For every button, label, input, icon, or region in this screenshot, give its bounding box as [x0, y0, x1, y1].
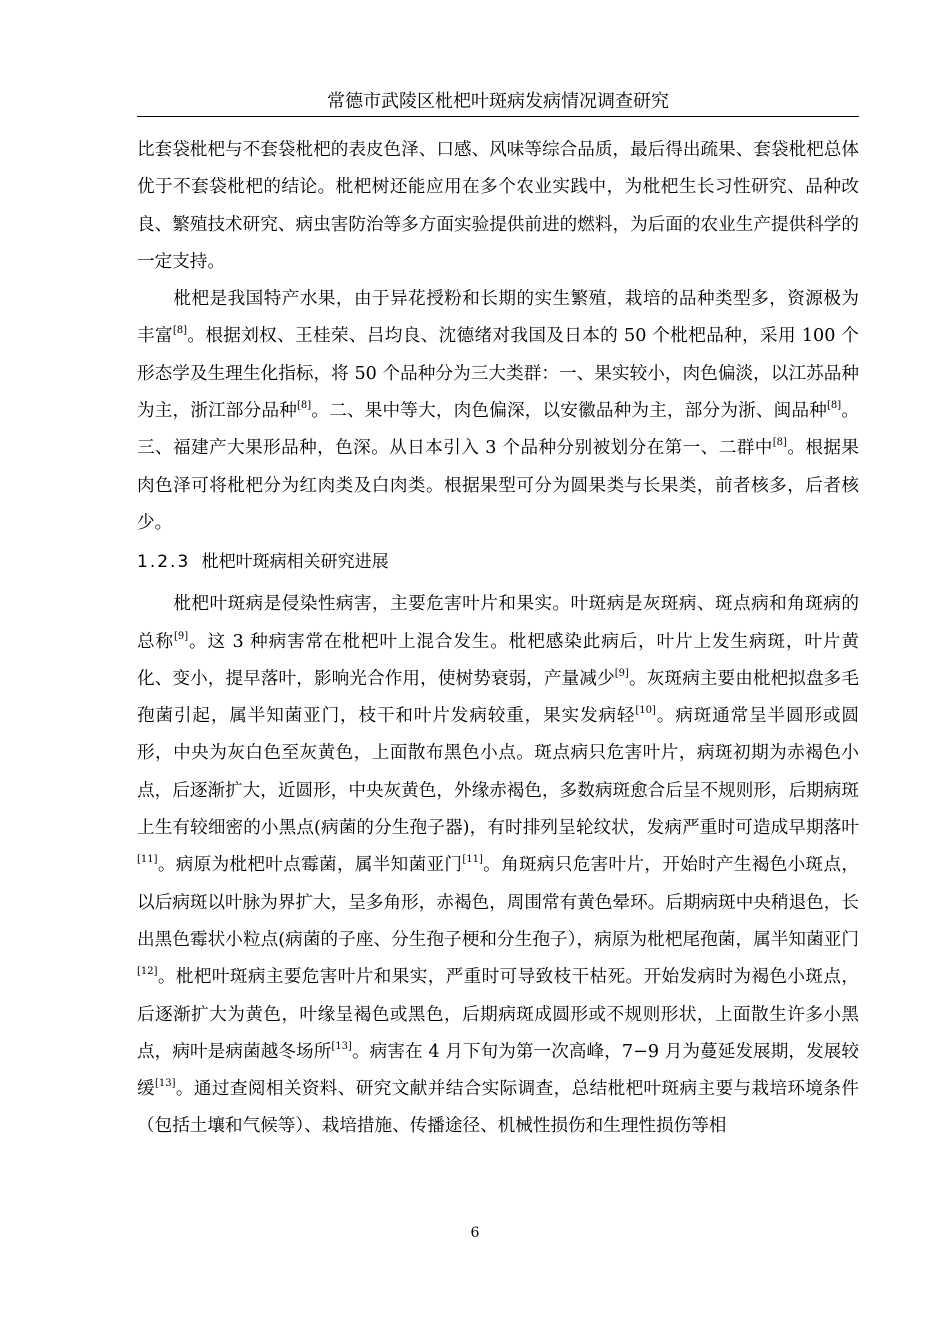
section-title: 枇杷叶斑病相关研究进展 [201, 552, 389, 573]
text-run: 枇杷叶斑病是侵染性病害，主要危害叶片和果实。叶斑病是灰斑病、斑点病和角斑病的总称 [137, 594, 859, 652]
section-number: 1.2.3 [137, 552, 191, 573]
citation-ref: [10] [635, 705, 656, 717]
paragraph [137, 586, 859, 1145]
citation-ref: [8] [827, 400, 842, 412]
citation-ref: [13] [331, 1040, 352, 1052]
paragraph [137, 281, 859, 542]
running-header [137, 88, 859, 117]
text-run: 。灰斑病主要由枇杷拟盘多毛孢菌引起，属半知菌亚门，枝干和叶片发病较重，果实发病轻 [137, 668, 859, 727]
page-number: 6 [470, 1225, 480, 1241]
header-title: 常德市武陵区枇杷叶斑病发病情况调查研究 [327, 91, 669, 112]
text-run: 。病原为枇杷叶点霉菌，属半知菌亚门 [157, 855, 463, 876]
text-run: 。根据果肉色泽可将枇杷分为红肉类及白肉类。根据果型可分为圆果类与长果类，前者核多，后者核少。 [137, 438, 859, 533]
citation-ref: [12] [137, 966, 158, 978]
text-run: 比套袋枇杷与不套袋枇杷的表皮色泽、口感、风味等综合品质，最后得出疏果、套袋枇杷总体优于不套袋枇杷的结论。枇杷树还能应用在多个农业实践中，为枇杷生长习性研究、品种改良、繁殖技术研究、病虫害防治等多方面实验提供前进的燃料，为后面的农业生产提供科学的一定支持。 [137, 140, 859, 272]
citation-ref: [8] [297, 400, 312, 412]
text-run: 。病斑通常呈半圆形或圆形，中央为灰白色至灰黄色，上面散布黑色小点。斑点病只危害叶片，病斑初期为赤褐色小点，后逐渐扩大，近圆形，中央灰黄色，外缘赤褐色，多数病斑愈合后呈不规则形，后期病斑上生有较细密的小黑点(病菌的分生孢子器)，有时排列呈轮纹状，发病严重时可造成早期落叶 [137, 706, 859, 839]
citation-ref: [8] [172, 325, 188, 337]
text-run: 。这 3 种病害常在枇杷叶上混合发生。枇杷感染此病后，叶片上发生病斑，叶片黄化、变小，提早落叶，影响光合作用，使树势衰弱，产量减少 [137, 631, 859, 689]
citation-ref: [8] [772, 437, 787, 449]
citation-ref: [13] [155, 1078, 176, 1090]
citation-ref: [9] [614, 667, 629, 679]
text-run: 。二、果中等大，肉色偏深，以安徽品种为主，部分为浙、闽品种 [311, 401, 828, 422]
citation-ref: [11] [137, 854, 158, 866]
paragraph [137, 132, 859, 281]
text-run: 。角斑病只危害叶片，开始时产生褐色小斑点，以后病斑以叶脉为界扩大，呈多角形，赤褐色，周围常有黄色晕环。后期病斑中央稍退色，长出黑色霉状小粒点(病菌的子座、分生孢子梗和分生孢子），病原为枇杷尾孢菌，属半知菌亚门 [137, 855, 859, 950]
body-text [137, 132, 859, 1146]
text-run: 。根据刘权、王桂荣、吕均良、沈德绪对我国及日本的 50 个枇杷品种，采用 100 个形态学及生理生化指标，将 50 个品种分为三大类群：一、果实较小，肉色偏淡，以江苏品种为主，浙江部分品种 [137, 326, 859, 422]
text-run: 。通过查阅相关资料、研究文献并结合实际调查，总结枇杷叶斑病主要与栽培环境条件（包括土壤和气候等）、栽培措施、传播途径、机械性损伤和生理性损伤等相 [137, 1079, 859, 1137]
section-heading [137, 550, 859, 574]
text-run: 。枇杷叶斑病主要危害叶片和果实，严重时可导致枝干枯死。开始发病时为褐色小斑点，后逐渐扩大为黄色，叶缘呈褐色或黑色，后期病斑成圆形或不规则形状，上面散生许多小黑点，病叶是病菌越冬场所 [137, 967, 859, 1062]
citation-ref: [11] [462, 854, 483, 866]
text-run: 枇杷是我国特产水果，由于异花授粉和长期的实生繁殖，栽培的品种类型多，资源极为丰富 [137, 289, 859, 347]
text-run: 。病害在 4 月下旬为第一次高峰，7−9 月为蔓延发展期，发展较缓 [137, 1041, 859, 1100]
text-run: 。三、福建产大果形品种，色深。从日本引入 3 个品种分别被划分在第一、二群中 [137, 401, 859, 459]
citation-ref: [9] [173, 630, 189, 642]
